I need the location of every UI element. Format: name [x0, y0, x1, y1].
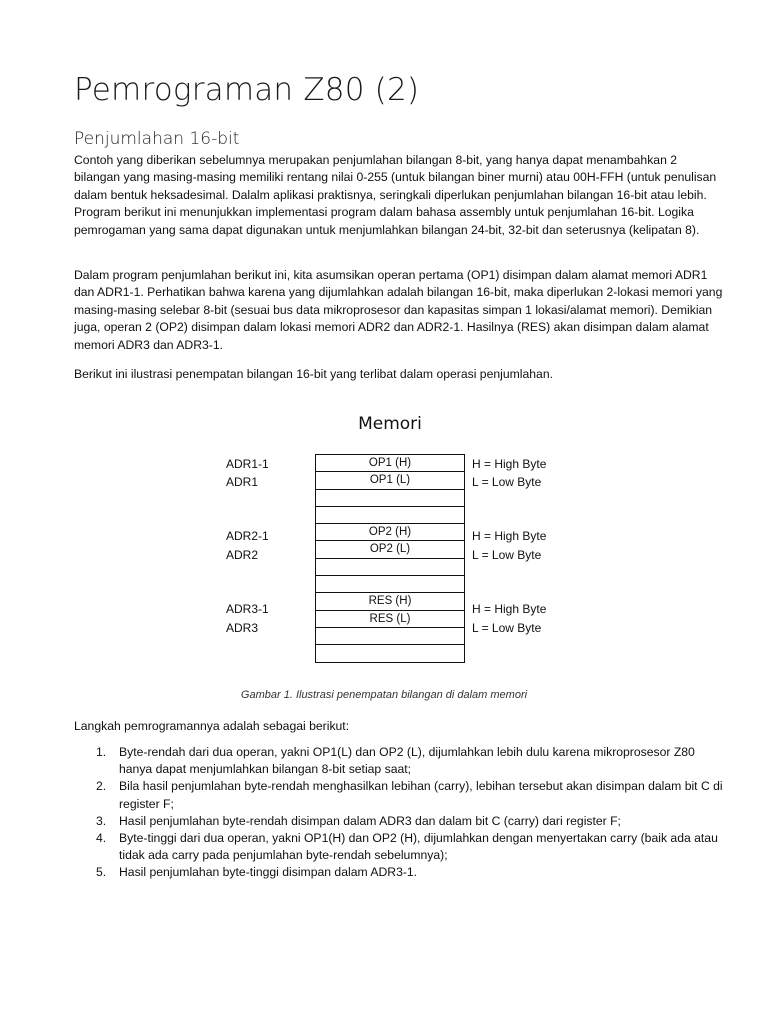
list-item — [74, 744, 726, 778]
figure-caption: Gambar 1. Ilustrasi penempatan bilangan di dalam memori — [240, 689, 528, 701]
list-item — [74, 778, 726, 812]
list-item-number: 5. — [96, 865, 107, 880]
list-item-number: 2. — [96, 779, 107, 794]
address-label-adr1-1: ADR1-1 — [226, 457, 269, 471]
list-item — [74, 813, 726, 830]
memory-cell-empty — [315, 575, 465, 593]
byte-note-high: H = High Byte — [472, 529, 547, 543]
list-item — [74, 830, 726, 864]
list-item-text: Byte-rendah dari dua operan, yakni OP1(L) dan OP2 (L), dijumlahkan lebih dulu karena mikroprosesor Z80 hanya dapat menjumlahkan bilangan 8-bit setiap saat; — [119, 745, 695, 777]
list-item-number: 1. — [96, 745, 107, 759]
address-label-adr3-1: ADR3-1 — [226, 602, 269, 616]
page-title: Pemrograman Z80 (2) — [74, 72, 420, 108]
list-item-number: 4. — [96, 831, 107, 846]
address-label-adr2-1: ADR2-1 — [226, 529, 269, 543]
memory-cell-op2-high: OP2 (H) — [315, 523, 465, 541]
list-item — [74, 864, 726, 881]
paragraph-illustration-intro: Berikut ini ilustrasi penempatan bilangan 16-bit yang terlibat dalam operasi penjumlahan. — [74, 367, 553, 381]
section-heading: Penjumlahan 16-bit — [74, 129, 240, 149]
memory-cell-empty — [315, 506, 465, 524]
memory-table — [315, 455, 465, 663]
list-item-number: 3. — [96, 813, 107, 828]
memory-cell-op1-high: OP1 (H) — [315, 454, 465, 472]
address-label-adr1: ADR1 — [226, 475, 259, 489]
memory-cell-op2-low: OP2 (L) — [315, 540, 465, 558]
paragraph-intro: Contoh yang diberikan sebelumnya merupakan penjumlahan bilangan 8-bit, yang hanya dapat menambahkan 2 bilangan yang masing-masing memiliki rentang nilai 0-255 (untuk bilangan biner murni) atau 00H-FFH (untuk penulisan dalam bentuk heksadesimal. Dalalm aplikasi praktisnya, seringkali diperlukan penjumlahan bilangan 16-bit atau lebih. Program berikut ini menunjukkan implementasi program dalam bahasa assembly untuk penjumlahan 16-bit. Logika pemrogaman yang sama dapat digunakan untuk menjumlahkan bilangan 24-bit, 32-bit dan seterusnya (kelipatan 8). — [74, 153, 717, 237]
byte-note-low: L = Low Byte — [472, 548, 542, 562]
steps-list — [74, 744, 726, 882]
list-item-text: Bila hasil penjumlahan byte-rendah menghasilkan lebihan (carry), lebihan tersebut akan disimpan dalam bit C di register F; — [119, 779, 723, 811]
byte-note-low: L = Low Byte — [472, 475, 542, 489]
byte-note-low: L = Low Byte — [472, 621, 542, 635]
memory-cell-empty — [315, 489, 465, 507]
memory-cell-op1-low: OP1 (L) — [315, 471, 465, 489]
address-label-adr3: ADR3 — [226, 621, 259, 635]
paragraph-operands: Dalam program penjumlahan berikut ini, kita asumsikan operan pertama (OP1) disimpan dalam alamat memori ADR1 dan ADR1-1. Perhatikan bahwa karena yang dijumlahkan adalah bilangan 16-bit, maka diperlukan 2-lokasi memori yang masing-masing selebar 8-bit (sesuai bus data mikroprosesor dan kapasitas simpan 1 lokasi/alamat memori). Demikian juga, operan 2 (OP2) disimpan dalam lokasi memori ADR2 dan ADR2-1. Hasilnya (RES) akan disimpan dalam alamat memori ADR3 dan ADR3-1. — [74, 268, 723, 352]
address-label-adr2: ADR2 — [226, 548, 259, 562]
memory-cell-empty — [315, 558, 465, 576]
list-item-text: Hasil penjumlahan byte-rendah disimpan dalam ADR3 dan dalam bit C (carry) dari register F; — [119, 813, 621, 828]
memory-cell-res-high: RES (H) — [315, 592, 465, 610]
steps-intro: Langkah pemrogramannya adalah sebagai berikut: — [74, 719, 350, 733]
list-item-text: Byte-tinggi dari dua operan, yakni OP1(H) dan OP2 (H), dijumlahkan dengan menyertakan carry (baik ada atau tidak ada carry pada penjumlahan byte-rendah sebelumnya); — [119, 831, 718, 863]
memory-cell-empty — [315, 627, 465, 645]
memory-diagram-title: Memori — [358, 414, 422, 434]
list-item-text: Hasil penjumlahan byte-tinggi disimpan dalam ADR3-1. — [119, 865, 418, 880]
memory-cell-res-low: RES (L) — [315, 610, 465, 628]
byte-note-high: H = High Byte — [472, 602, 547, 616]
memory-cell-empty — [315, 644, 465, 662]
byte-note-high: H = High Byte — [472, 457, 547, 471]
